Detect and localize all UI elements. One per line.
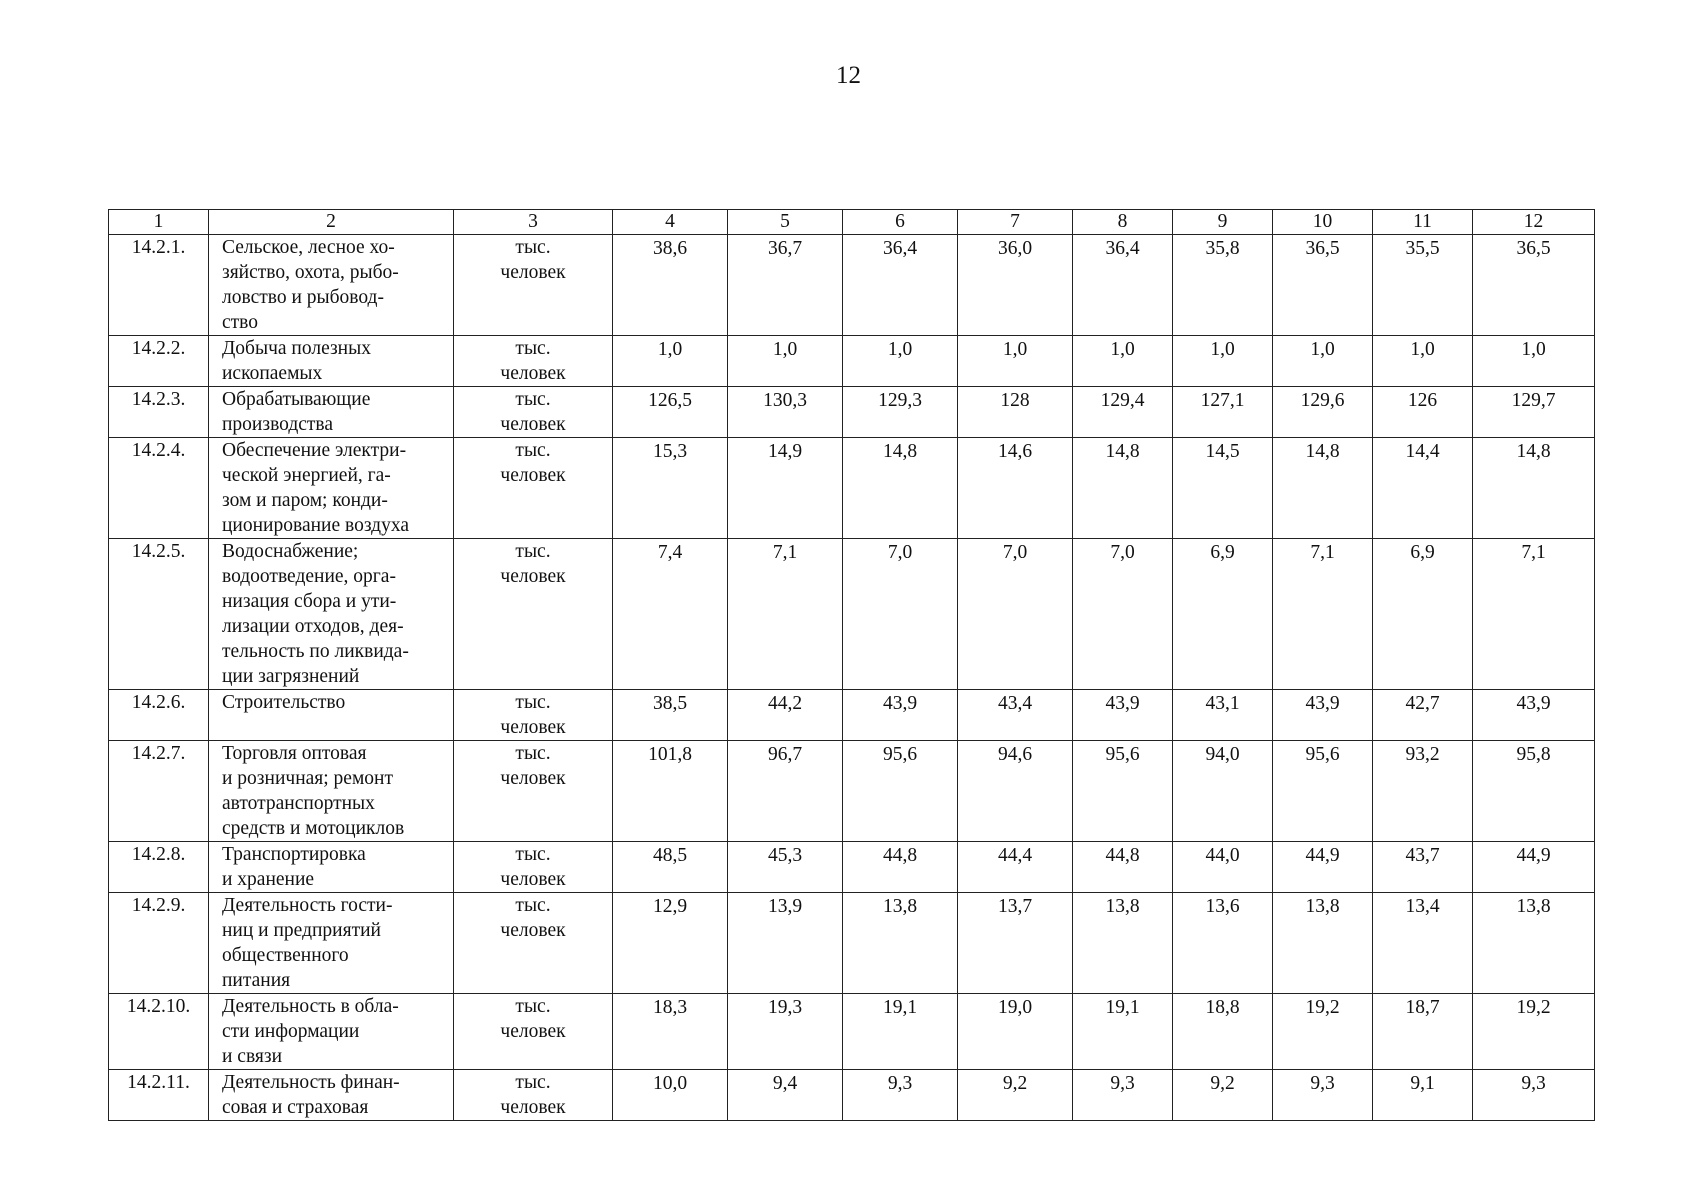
activity-name-line: Торговля оптовая <box>222 743 367 764</box>
activity-name-line: Сельское, лесное хо- <box>222 237 395 258</box>
value-cell: 7,0 <box>1073 539 1173 690</box>
unit-line: человек <box>500 566 566 587</box>
unit <box>454 235 613 336</box>
value-cell: 19,1 <box>843 994 958 1070</box>
activity-name-line: Обрабатывающие <box>222 389 371 410</box>
row-number: 14.2.5. <box>109 539 209 690</box>
table-row <box>109 438 1595 539</box>
unit-line: тыс. <box>515 743 551 764</box>
value-cell: 129,6 <box>1273 387 1373 438</box>
unit-line: человек <box>500 465 566 486</box>
value-cell: 13,6 <box>1173 893 1273 994</box>
activity-name-line: питания <box>222 970 291 991</box>
activity-name-line: Транспортировка <box>222 844 366 865</box>
value-cell: 94,6 <box>958 741 1073 842</box>
value-cell: 9,3 <box>843 1070 958 1121</box>
activity-name-line: Добыча полезных <box>222 338 371 359</box>
value-cell: 15,3 <box>613 438 728 539</box>
table-row <box>109 690 1595 741</box>
value-cell: 129,3 <box>843 387 958 438</box>
value-cell: 6,9 <box>1373 539 1473 690</box>
activity-name-line: Деятельность финан- <box>222 1072 400 1093</box>
row-number: 14.2.6. <box>109 690 209 741</box>
value-cell: 44,8 <box>843 842 958 893</box>
table-body <box>109 235 1595 1121</box>
activity-name-line: производства <box>222 414 334 435</box>
value-cell: 44,4 <box>958 842 1073 893</box>
value-cell: 35,5 <box>1373 235 1473 336</box>
unit <box>454 741 613 842</box>
value-cell: 44,8 <box>1073 842 1173 893</box>
value-cell: 43,9 <box>1273 690 1373 741</box>
value-cell: 9,1 <box>1373 1070 1473 1121</box>
row-number: 14.2.11. <box>109 1070 209 1121</box>
value-cell: 14,8 <box>843 438 958 539</box>
value-cell: 96,7 <box>728 741 843 842</box>
row-number: 14.2.10. <box>109 994 209 1070</box>
value-cell: 95,6 <box>1073 741 1173 842</box>
unit-line: тыс. <box>515 338 551 359</box>
activity-name-line: Деятельность гости- <box>222 895 393 916</box>
unit <box>454 438 613 539</box>
value-cell: 9,2 <box>1173 1070 1273 1121</box>
value-cell: 44,2 <box>728 690 843 741</box>
unit-line: тыс. <box>515 844 551 865</box>
activity-name-line: зяйство, охота, рыбо- <box>222 262 399 283</box>
activity-name <box>209 1070 454 1121</box>
activity-name <box>209 336 454 387</box>
unit-line: человек <box>500 1097 566 1118</box>
value-cell: 12,9 <box>613 893 728 994</box>
activity-name-line: низация сбора и ути- <box>222 591 397 612</box>
activity-name-line: ловство и рыбовод- <box>222 287 384 308</box>
value-cell: 7,0 <box>843 539 958 690</box>
activity-name <box>209 994 454 1070</box>
unit <box>454 539 613 690</box>
activity-name-line: средств и мотоциклов <box>222 818 405 839</box>
activity-name-line: ство <box>222 312 259 333</box>
value-cell: 43,4 <box>958 690 1073 741</box>
value-cell: 1,0 <box>843 336 958 387</box>
activity-name-line: лизации отходов, дея- <box>222 616 404 637</box>
unit <box>454 336 613 387</box>
unit-line: человек <box>500 717 566 738</box>
column-number-header: 8 <box>1073 210 1173 235</box>
unit-line: человек <box>500 768 566 789</box>
value-cell: 14,8 <box>1073 438 1173 539</box>
activity-name-line: и связи <box>222 1046 283 1067</box>
data-table <box>108 209 1595 1121</box>
column-number-header: 10 <box>1273 210 1373 235</box>
value-cell: 36,0 <box>958 235 1073 336</box>
activity-name-line: ции загрязнений <box>222 666 360 687</box>
value-cell: 45,3 <box>728 842 843 893</box>
activity-name-line: и розничная; ремонт <box>222 768 393 789</box>
value-cell: 36,5 <box>1273 235 1373 336</box>
unit-line: тыс. <box>515 692 551 713</box>
value-cell: 44,0 <box>1173 842 1273 893</box>
value-cell: 1,0 <box>613 336 728 387</box>
row-number: 14.2.1. <box>109 235 209 336</box>
value-cell: 7,1 <box>728 539 843 690</box>
value-cell: 36,7 <box>728 235 843 336</box>
value-cell: 18,3 <box>613 994 728 1070</box>
value-cell: 126,5 <box>613 387 728 438</box>
row-number: 14.2.4. <box>109 438 209 539</box>
activity-name-line: автотранспортных <box>222 793 375 814</box>
column-number-header: 4 <box>613 210 728 235</box>
value-cell: 9,4 <box>728 1070 843 1121</box>
table-row <box>109 741 1595 842</box>
unit-line: тыс. <box>515 440 551 461</box>
row-number: 14.2.8. <box>109 842 209 893</box>
row-number: 14.2.9. <box>109 893 209 994</box>
column-number-header: 2 <box>209 210 454 235</box>
value-cell: 9,2 <box>958 1070 1073 1121</box>
value-cell: 19,0 <box>958 994 1073 1070</box>
value-cell: 13,7 <box>958 893 1073 994</box>
value-cell: 10,0 <box>613 1070 728 1121</box>
value-cell: 36,4 <box>1073 235 1173 336</box>
unit-line: человек <box>500 414 566 435</box>
column-number-header: 11 <box>1373 210 1473 235</box>
value-cell: 19,1 <box>1073 994 1173 1070</box>
value-cell: 7,0 <box>958 539 1073 690</box>
row-number: 14.2.2. <box>109 336 209 387</box>
activity-name <box>209 235 454 336</box>
value-cell: 18,8 <box>1173 994 1273 1070</box>
unit-line: человек <box>500 363 566 384</box>
value-cell: 44,9 <box>1273 842 1373 893</box>
value-cell: 43,9 <box>843 690 958 741</box>
activity-name <box>209 893 454 994</box>
table-row <box>109 387 1595 438</box>
unit-line: человек <box>500 920 566 941</box>
value-cell: 19,3 <box>728 994 843 1070</box>
value-cell: 44,9 <box>1473 842 1595 893</box>
value-cell: 128 <box>958 387 1073 438</box>
column-number-header: 12 <box>1473 210 1595 235</box>
value-cell: 1,0 <box>958 336 1073 387</box>
unit-line: тыс. <box>515 1072 551 1093</box>
value-cell: 1,0 <box>728 336 843 387</box>
activity-name <box>209 438 454 539</box>
value-cell: 14,5 <box>1173 438 1273 539</box>
activity-name <box>209 842 454 893</box>
table-row <box>109 336 1595 387</box>
value-cell: 1,0 <box>1473 336 1595 387</box>
value-cell: 95,8 <box>1473 741 1595 842</box>
activity-name <box>209 387 454 438</box>
activity-name-line: ископаемых <box>222 363 323 384</box>
activity-name <box>209 690 454 741</box>
value-cell: 43,9 <box>1073 690 1173 741</box>
activity-name-line: Деятельность в обла- <box>222 996 399 1017</box>
activity-name <box>209 741 454 842</box>
value-cell: 7,1 <box>1473 539 1595 690</box>
value-cell: 19,2 <box>1273 994 1373 1070</box>
value-cell: 1,0 <box>1373 336 1473 387</box>
unit-line: человек <box>500 869 566 890</box>
value-cell: 13,8 <box>1273 893 1373 994</box>
value-cell: 6,9 <box>1173 539 1273 690</box>
value-cell: 18,7 <box>1373 994 1473 1070</box>
value-cell: 130,3 <box>728 387 843 438</box>
value-cell: 13,8 <box>1473 893 1595 994</box>
value-cell: 1,0 <box>1173 336 1273 387</box>
table-row <box>109 235 1595 336</box>
table-row <box>109 1070 1595 1121</box>
activity-name-line: сти информации <box>222 1021 360 1042</box>
value-cell: 36,4 <box>843 235 958 336</box>
unit <box>454 690 613 741</box>
value-cell: 9,3 <box>1273 1070 1373 1121</box>
value-cell: 43,1 <box>1173 690 1273 741</box>
value-cell: 13,4 <box>1373 893 1473 994</box>
value-cell: 35,8 <box>1173 235 1273 336</box>
value-cell: 9,3 <box>1473 1070 1595 1121</box>
value-cell: 14,6 <box>958 438 1073 539</box>
unit <box>454 842 613 893</box>
activity-name-line: общественного <box>222 945 349 966</box>
unit-line: человек <box>500 262 566 283</box>
page-number: 12 <box>836 62 861 89</box>
value-cell: 48,5 <box>613 842 728 893</box>
activity-name-line: Обеспечение электри- <box>222 440 407 461</box>
column-number-header: 7 <box>958 210 1073 235</box>
unit <box>454 994 613 1070</box>
activity-name-line: зом и паром; конди- <box>222 490 388 511</box>
table-row <box>109 994 1595 1070</box>
activity-name-line: тельность по ликвида- <box>222 641 409 662</box>
unit-line: тыс. <box>515 895 551 916</box>
activity-name-line: ционирование воздуха <box>222 515 409 536</box>
activity-name-line: ческой энергией, га- <box>222 465 391 486</box>
value-cell: 14,8 <box>1473 438 1595 539</box>
activity-name-line: Водоснабжение; <box>222 541 359 562</box>
activity-name <box>209 539 454 690</box>
value-cell: 42,7 <box>1373 690 1473 741</box>
value-cell: 14,8 <box>1273 438 1373 539</box>
activity-name-line: совая и страховая <box>222 1097 369 1118</box>
value-cell: 19,2 <box>1473 994 1595 1070</box>
value-cell: 1,0 <box>1273 336 1373 387</box>
value-cell: 13,8 <box>843 893 958 994</box>
value-cell: 95,6 <box>1273 741 1373 842</box>
value-cell: 7,1 <box>1273 539 1373 690</box>
value-cell: 14,4 <box>1373 438 1473 539</box>
value-cell: 101,8 <box>613 741 728 842</box>
column-number-header: 6 <box>843 210 958 235</box>
value-cell: 95,6 <box>843 741 958 842</box>
table-row <box>109 842 1595 893</box>
value-cell: 127,1 <box>1173 387 1273 438</box>
activity-name-line: ниц и предприятий <box>222 920 381 941</box>
value-cell: 94,0 <box>1173 741 1273 842</box>
value-cell: 13,8 <box>1073 893 1173 994</box>
value-cell: 93,2 <box>1373 741 1473 842</box>
table-row <box>109 539 1595 690</box>
value-cell: 129,4 <box>1073 387 1173 438</box>
unit-line: тыс. <box>515 541 551 562</box>
value-cell: 38,6 <box>613 235 728 336</box>
column-number-header: 5 <box>728 210 843 235</box>
unit <box>454 893 613 994</box>
unit <box>454 387 613 438</box>
column-number-header: 3 <box>454 210 613 235</box>
activity-name-line: Строительство <box>222 692 346 713</box>
value-cell: 7,4 <box>613 539 728 690</box>
activity-name-line: и хранение <box>222 869 315 890</box>
activity-name-line: водоотведение, орга- <box>222 566 396 587</box>
value-cell: 1,0 <box>1073 336 1173 387</box>
value-cell: 126 <box>1373 387 1473 438</box>
unit-line: тыс. <box>515 996 551 1017</box>
value-cell: 43,9 <box>1473 690 1595 741</box>
column-number-header: 9 <box>1173 210 1273 235</box>
value-cell: 9,3 <box>1073 1070 1173 1121</box>
value-cell: 36,5 <box>1473 235 1595 336</box>
table-row <box>109 893 1595 994</box>
row-number: 14.2.3. <box>109 387 209 438</box>
row-number: 14.2.7. <box>109 741 209 842</box>
value-cell: 38,5 <box>613 690 728 741</box>
value-cell: 129,7 <box>1473 387 1595 438</box>
unit-line: человек <box>500 1021 566 1042</box>
unit-line: тыс. <box>515 389 551 410</box>
column-number-row <box>109 210 1595 235</box>
unit-line: тыс. <box>515 237 551 258</box>
column-number-header: 1 <box>109 210 209 235</box>
value-cell: 14,9 <box>728 438 843 539</box>
value-cell: 13,9 <box>728 893 843 994</box>
value-cell: 43,7 <box>1373 842 1473 893</box>
unit <box>454 1070 613 1121</box>
